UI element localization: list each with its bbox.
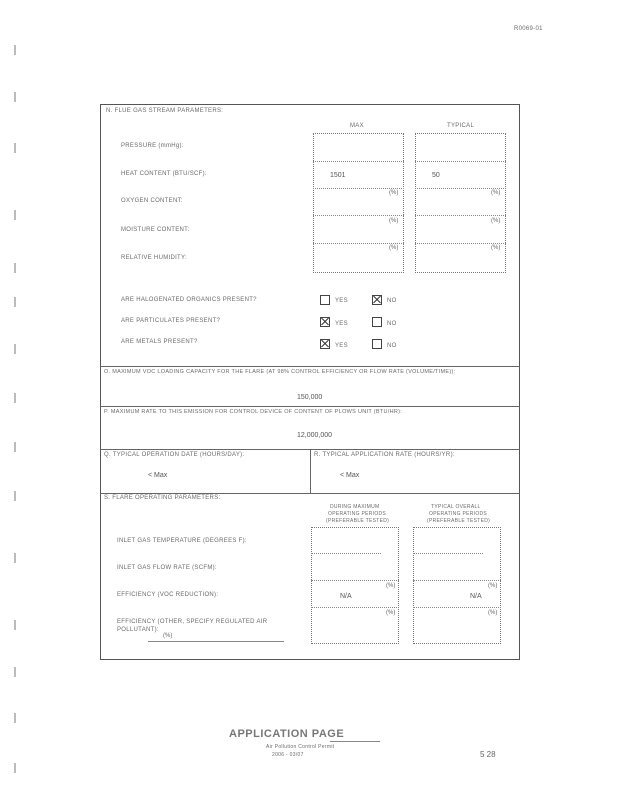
section-divider <box>100 493 520 494</box>
operation-hours-value[interactable]: < Max <box>148 472 168 479</box>
section-q-label: Q. TYPICAL OPERATION DATE (HOURS/DAY): <box>104 452 245 458</box>
column-typical-header: TYPICAL <box>447 123 475 129</box>
q-r-divider <box>310 449 311 493</box>
inlet-temp-label: INLET GAS TEMPERATURE (DEGREES F): <box>117 538 247 544</box>
metals-no-label: NO <box>387 343 397 349</box>
row-divider <box>415 243 506 244</box>
row-divider <box>311 580 399 581</box>
halogenated-no-label: NO <box>387 298 397 304</box>
voc-eff-max-value[interactable]: N/A <box>340 593 352 600</box>
halogenated-no-checkbox[interactable] <box>372 295 382 305</box>
relative-humidity-label: RELATIVE HUMIDITY: <box>121 255 187 261</box>
s-col1-header-3: (PREFERABLE TESTED) <box>326 518 390 524</box>
binder-mark <box>14 210 16 220</box>
row-divider <box>413 553 483 554</box>
page-number: 5 28 <box>480 750 496 759</box>
footer-title: APPLICATION PAGE <box>229 728 345 740</box>
metals-yes-checkbox[interactable] <box>320 339 330 349</box>
section-s-title: S. FLARE OPERATING PARAMETERS: <box>104 495 221 501</box>
moisture-typical-unit: (%) <box>491 218 501 224</box>
s-col2-header-2: OPERATING PERIODS <box>429 511 488 517</box>
oxygen-typical-unit: (%) <box>491 190 501 196</box>
voc-eff-max-unit: (%) <box>386 583 396 589</box>
binder-mark <box>14 620 16 630</box>
binder-mark <box>14 763 16 773</box>
binder-mark <box>14 667 16 677</box>
voc-loading-value[interactable]: 150,000 <box>297 394 323 401</box>
oxygen-content-label: OXYGEN CONTENT: <box>121 198 183 204</box>
halogenated-yes-checkbox[interactable] <box>320 295 330 305</box>
application-rate-value[interactable]: < Max <box>340 472 360 479</box>
moisture-content-label: MOISTURE CONTENT: <box>121 227 190 233</box>
particulates-yes-checkbox[interactable] <box>320 317 330 327</box>
max-values-column <box>313 133 404 273</box>
particulates-question: ARE PARTICULATES PRESENT? <box>121 318 221 324</box>
halogenated-yes-label: YES <box>335 298 348 304</box>
oxygen-max-unit: (%) <box>389 190 399 196</box>
binder-mark <box>14 393 16 403</box>
row-divider <box>415 161 506 162</box>
row-divider <box>313 243 404 244</box>
voc-efficiency-label: EFFICIENCY (VOC REDUCTION): <box>117 592 219 598</box>
row-divider <box>415 188 506 189</box>
heat-content-label: HEAT CONTENT (BTU/SCF): <box>121 171 207 177</box>
row-divider <box>313 188 404 189</box>
metals-yes-label: YES <box>335 343 348 349</box>
particulates-no-checkbox[interactable] <box>372 317 382 327</box>
row-divider <box>415 215 506 216</box>
pollutant-unit: (%) <box>163 633 173 639</box>
pollutant-underline <box>148 641 284 642</box>
metals-no-checkbox[interactable] <box>372 339 382 349</box>
other-eff-max-unit: (%) <box>386 610 396 616</box>
humidity-max-unit: (%) <box>389 245 399 251</box>
footer-subtitle-1: Air Pollution Control Permit <box>266 744 335 750</box>
halogenated-question: ARE HALOGENATED ORGANICS PRESENT? <box>121 297 257 303</box>
section-divider <box>100 366 520 367</box>
s-col2-header-1: TYPICAL OVERALL <box>431 504 481 510</box>
voc-eff-typical-unit: (%) <box>488 583 498 589</box>
section-r-label: R. TYPICAL APPLICATION RATE (HOURS/YR): <box>314 452 455 458</box>
particulates-no-label: NO <box>387 321 397 327</box>
binder-mark <box>14 143 16 153</box>
footer-title-line <box>330 741 380 742</box>
pressure-label: PRESSURE (mmHg): <box>121 143 184 149</box>
metals-question: ARE METALS PRESENT? <box>121 339 198 345</box>
row-divider <box>413 607 501 608</box>
column-max-header: MAX <box>350 123 364 129</box>
binder-mark <box>14 713 16 723</box>
s-col1-header-2: OPERATING PERIODS <box>328 511 387 517</box>
section-o-label: O. MAXIMUM VOC LOADING CAPACITY FOR THE FLARE (AT 98% CONTROL EFFICIENCY OR FLOW RATE (VOLUME/TIME)): <box>104 369 456 375</box>
binder-mark <box>14 442 16 452</box>
binder-mark <box>14 297 16 307</box>
heat-content-typical-value[interactable]: 50 <box>432 172 440 179</box>
binder-mark <box>14 491 16 501</box>
heat-content-max-value[interactable]: 1501 <box>330 172 346 179</box>
binder-mark <box>14 92 16 102</box>
s-col2-header-3: (PREFERABLE TESTED) <box>427 518 491 524</box>
row-divider <box>311 553 381 554</box>
particulates-yes-label: YES <box>335 321 348 327</box>
row-divider <box>313 215 404 216</box>
section-p-label: P. MAXIMUM RATE TO THIS EMISSION FOR CONTROL DEVICE OF CONTENT OF PLOWS UNIT (BTU/HR): <box>104 409 403 415</box>
binder-mark <box>14 344 16 354</box>
other-efficiency-label: EFFICIENCY (OTHER, SPECIFY REGULATED AIR POLLUTANT): <box>117 619 268 633</box>
row-divider <box>313 161 404 162</box>
document-id: R0069-01 <box>514 26 543 32</box>
max-rate-value[interactable]: 12,000,000 <box>297 432 333 439</box>
binder-mark <box>14 553 16 563</box>
inlet-flow-label: INLET GAS FLOW RATE (SCFM): <box>117 565 217 571</box>
typical-values-column <box>415 133 506 273</box>
row-divider <box>413 580 501 581</box>
section-divider <box>100 406 520 407</box>
binder-mark <box>14 263 16 273</box>
voc-eff-typical-value[interactable]: N/A <box>470 593 482 600</box>
section-n-title: N. FLUE GAS STREAM PARAMETERS: <box>106 108 224 114</box>
binder-mark <box>14 45 16 55</box>
row-divider <box>311 607 399 608</box>
other-eff-typical-unit: (%) <box>488 610 498 616</box>
moisture-max-unit: (%) <box>389 218 399 224</box>
humidity-typical-unit: (%) <box>491 245 501 251</box>
footer-subtitle-2: 2006 - 03/07 <box>272 752 304 758</box>
s-col1-header-1: DURING MAXIMUM <box>330 504 380 510</box>
